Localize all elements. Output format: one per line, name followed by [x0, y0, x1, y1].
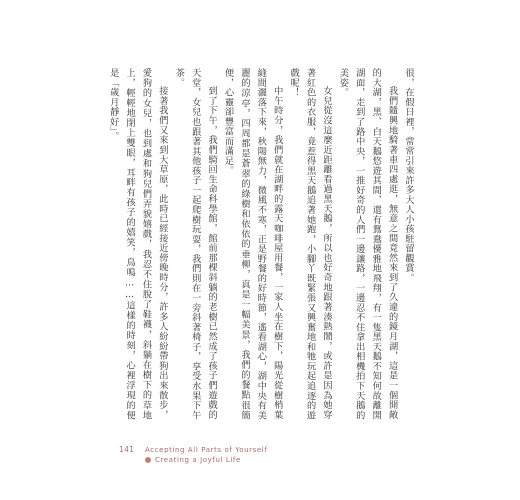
book-title: Accepting All Parts of Yourself: [145, 446, 268, 454]
paragraph-6: 接著我們又來到大草原，此時已經接近傍晚時分，許多人紛紛帶狗出來散步，愛狗的女兒，也到處和狗兒們弄貌嬉戲，我忍不住脫了鞋襪，斜躺在樹下的草地上，輕輕地閉上雙眼，耳畔有孩子的嬉笑，鳥鳴……這樣的時刻，心裡浮現的便是「歲月靜好」。: [107, 68, 168, 420]
vertical-text-body: [107, 68, 416, 420]
paragraph-5: 到了下午，我們騎回生命科學館，館前那棵斜躺的老樹已然成了孩子們遊戲的天堂，女兒也跟著其他孩子一起爬樹玩耍，我們則在一旁斜著椅子，享受水果下午茶。: [173, 68, 218, 420]
chapter-line: [145, 455, 241, 465]
chapter-bullet-icon: [145, 457, 151, 463]
page-number: 141: [119, 445, 135, 454]
paragraph-3: 女兒從沒這麼近距離看過黑天鵝，所以也好奇地跟著湊熱鬧，或許是因為她穿著紅色的衣服，竟惹得黑天鵝追著她跑，小腳丫既緊張又興奮地和牠玩起追逐的遊戲呢！: [288, 68, 332, 420]
paragraph-2: 我們隨興地騎著車四處逛，無意之間竟然來到了久違的鏡月湖，這是一個開敞的大湖，黑、白天鵝悠遊其間，還有鴛鴦優雅地飛翔，有一隻黑天鵝不知何故離開湖面，走到了路中央，一推好奇的人們一邊讓路，一邊忍不住拿出相機拍下天鵝的美姿。: [337, 68, 398, 420]
paragraph-1: 很，在假日裡，常常引來許多大人小孩駐留觀賞。: [403, 68, 414, 283]
chapter-title: Creating a Joyful Life: [155, 456, 241, 464]
paragraph-4: 中午時分，我們就在湖畔的露天咖啡屋用餐，一家人坐在樹下，陽光從樹梢葉縫間灑落下來，秋陽無力，微風不寒，正是野餐的好時節，遙看湖心，湖中央有美麗的涼亭，四周都是蒼翠的綠樹和依依的垂柳，真是一幅美景，我們的餐點很簡便，心靈卻豐富而滿足。: [222, 68, 283, 420]
